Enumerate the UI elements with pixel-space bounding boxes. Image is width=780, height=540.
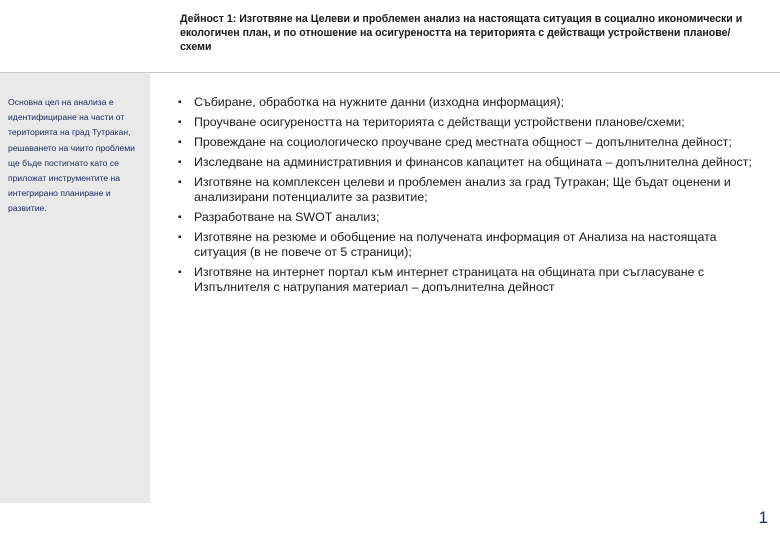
- list-item: [176, 265, 766, 295]
- list-item: [176, 155, 766, 170]
- square-bullet-icon: ▪: [178, 267, 182, 278]
- sidebar-objective-text: Основна цел на анализа е идентифициране на части от територията на град Тутракан, решаването на чиито проблеми ще бъде постигнато като се приложат инструментите на интегрирано планиране и развитие.: [8, 97, 135, 214]
- list-item: [176, 175, 766, 205]
- square-bullet-icon: ▪: [178, 117, 182, 128]
- square-bullet-icon: ▪: [178, 232, 182, 243]
- list-item-text: Изготвяне на резюме и обобщение на получената информация от Анализа на настоящата ситуация (в не повече от 5 страници);: [194, 230, 717, 259]
- square-bullet-icon: ▪: [178, 157, 182, 168]
- list-item-text: Провеждане на социологическо проучване сред местната общност – допълнителна дейност;: [194, 135, 732, 149]
- list-item: [176, 95, 766, 110]
- list-item-text: Събиране, обработка на нужните данни (изходна информация);: [194, 95, 565, 109]
- list-item: [176, 135, 766, 150]
- square-bullet-icon: ▪: [178, 177, 182, 188]
- list-item: [176, 230, 766, 260]
- square-bullet-icon: ▪: [178, 212, 182, 223]
- list-item-text: Изследване на административния и финансов капацитет на общината – допълнителна дейност;: [194, 155, 752, 169]
- list-item-text: Изготвяне на интернет портал към интернет страницата на общината при съгласуване с Изпълнителя с натрупания материал – допълнителна дейност: [194, 265, 705, 294]
- list-item: [176, 210, 766, 225]
- list-item: [176, 115, 766, 130]
- list-item-text: Разработване на SWOT анализ;: [194, 210, 380, 224]
- activity-list: [176, 95, 766, 300]
- square-bullet-icon: ▪: [178, 137, 182, 148]
- list-item-text: Проучване осигуреността на територията с действащи устройствени планове/схеми;: [194, 115, 685, 129]
- list-item-text: Изготвяне на комплексен целеви и проблемен анализ за град Тутракан; Ще бъдат оценени и анализирани потенциалите за развитие;: [194, 175, 731, 204]
- square-bullet-icon: ▪: [178, 97, 182, 108]
- page-number: 1: [758, 508, 768, 527]
- slide-title: Дейност 1: Изготвяне на Целеви и проблемен анализ на настоящата ситуация в социално икономически и екологичен план, и по отношение на осигуреността на територията с действащи устройствени планове/схеми: [180, 13, 743, 53]
